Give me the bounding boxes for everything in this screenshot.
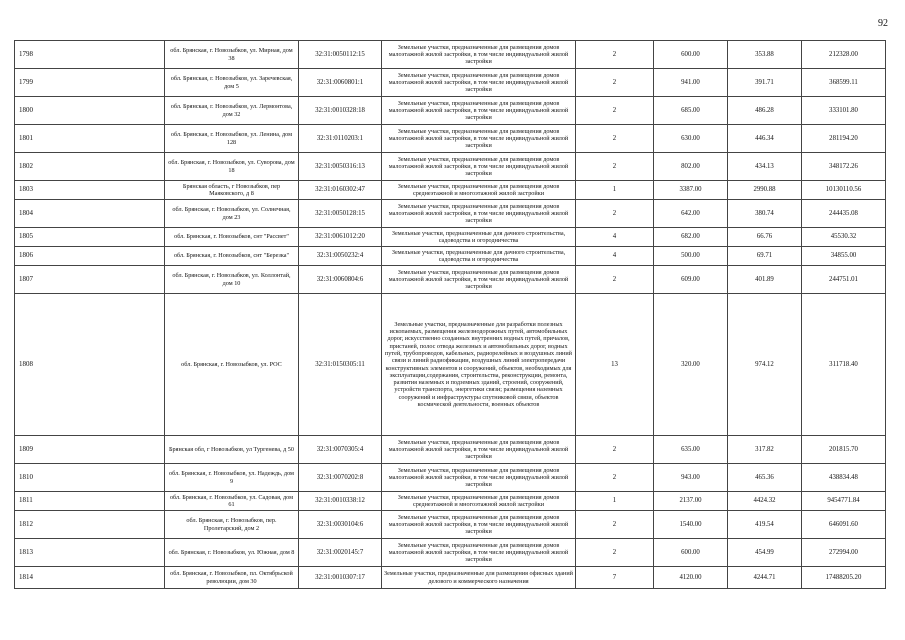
cadastral-number-cell: 32:31:0050112:15 <box>299 41 382 69</box>
category-cell: 4 <box>576 228 654 247</box>
cadastral-number-cell: 32:31:0061012:20 <box>299 228 382 247</box>
table-row <box>15 436 886 464</box>
cadastral-value-cell: 9454771.84 <box>802 492 886 511</box>
category-cell: 2 <box>576 97 654 125</box>
table-row <box>15 464 886 492</box>
table-row <box>15 511 886 539</box>
table-row <box>15 266 886 294</box>
area-cell: 4120.00 <box>654 567 728 589</box>
table-row <box>15 125 886 153</box>
cadastral-value-cell: 368599.11 <box>802 69 886 97</box>
rate-cell: 486.28 <box>728 97 802 125</box>
land-use-cell: Земельные участки, предназначенные для разработки полезных ископаемых, размещения железнодорожных путей, автомобильных дорог, искусственно созданных внутренних водных путей, причалов, пристаней, полос отвода железных и автомобильных дорог, водных путей, трубопроводов, кабельных, радиорелейных и воздушных линий связи и линий радиофикации, воздушных линий электропередачи конструктивных элементов и сооружений, объектов, необходимых для эксплуатации,содержания, строительства, реконструкции, ремонта, развития наземных и подземных зданий, строений, сооружений, устройств транспорта, энергетики связи; размещения наземных сооружений и инфраструктуры спутниковой связи, объектов космической деятельности, военных объектов <box>382 294 576 436</box>
land-use-cell: Земельные участки, предназначенные для размещения домов малоэтажной жилой застройки, в том числе индивидуальной жилой застройки <box>382 153 576 181</box>
land-use-cell: Земельные участки, предназначенные для размещения домов малоэтажной жилой застройки, в том числе индивидуальной жилой застройки <box>382 539 576 567</box>
area-cell: 2137.00 <box>654 492 728 511</box>
land-use-cell: Земельные участки, предназначенные для размещения домов малоэтажной жилой застройки, в том числе индивидуальной жилой застройки <box>382 511 576 539</box>
land-use-cell: Земельные участки, предназначенные для размещения домов малоэтажной жилой застройки, в том числе индивидуальной жилой застройки <box>382 464 576 492</box>
row-number: 1804 <box>15 200 165 228</box>
category-cell: 4 <box>576 247 654 266</box>
address-cell: обл. Брянская, г. Новозыбков, ул. Заречевская, дом 5 <box>165 69 299 97</box>
area-cell: 685.00 <box>654 97 728 125</box>
category-cell: 2 <box>576 539 654 567</box>
rate-cell: 454.99 <box>728 539 802 567</box>
address-cell: обл. Брянская, г. Новозыбков, ул. Надеждь, дом 9 <box>165 464 299 492</box>
cadastral-value-cell: 333101.80 <box>802 97 886 125</box>
land-use-cell: Земельные участки, предназначенные для размещения домов малоэтажной жилой застройки, в том числе индивидуальной жилой застройки <box>382 436 576 464</box>
table-row <box>15 567 886 589</box>
rate-cell: 401.89 <box>728 266 802 294</box>
rate-cell: 974.12 <box>728 294 802 436</box>
area-cell: 609.00 <box>654 266 728 294</box>
table-row <box>15 200 886 228</box>
table-row <box>15 153 886 181</box>
category-cell: 1 <box>576 181 654 200</box>
rate-cell: 465.36 <box>728 464 802 492</box>
table-row <box>15 294 886 436</box>
table-row <box>15 228 886 247</box>
cadastral-number-cell: 32:31:0010338:12 <box>299 492 382 511</box>
land-use-cell: Земельные участки, предназначенные для размещения домов малоэтажной жилой застройки, в том числе индивидуальной жилой застройки <box>382 266 576 294</box>
category-cell: 7 <box>576 567 654 589</box>
category-cell: 2 <box>576 69 654 97</box>
rate-cell: 4424.32 <box>728 492 802 511</box>
row-number: 1814 <box>15 567 165 589</box>
category-cell: 2 <box>576 266 654 294</box>
address-cell: Брянская обл, г Новозыбков, ул Тургенева, д 50 <box>165 436 299 464</box>
cadastral-number-cell: 32:31:0030104:6 <box>299 511 382 539</box>
table-row <box>15 247 886 266</box>
address-cell: обл. Брянская, г. Новозыбков, снт "Рассвет" <box>165 228 299 247</box>
table-body <box>15 41 886 589</box>
row-number: 1798 <box>15 41 165 69</box>
cadastral-value-table <box>14 40 886 589</box>
cadastral-number-cell: 32:31:0110203:1 <box>299 125 382 153</box>
row-number: 1806 <box>15 247 165 266</box>
cadastral-value-cell: 17488205.20 <box>802 567 886 589</box>
table-row <box>15 69 886 97</box>
address-cell: обл. Брянская, г. Новозыбков, ул. Ленина, дом 128 <box>165 125 299 153</box>
land-use-cell: Земельные участки, предназначенные для размещения домов малоэтажной жилой застройки, в том числе индивидуальной жилой застройки <box>382 125 576 153</box>
land-use-cell: Земельные участки, предназначенные для дачного строительства, садоводства и огородничества <box>382 228 576 247</box>
row-number: 1812 <box>15 511 165 539</box>
cadastral-value-cell: 10130110.56 <box>802 181 886 200</box>
area-cell: 941.00 <box>654 69 728 97</box>
address-cell: обл. Брянская, г. Новозыбков, ул. РОС <box>165 294 299 436</box>
land-use-cell: Земельные участки, предназначенные для размещения офисных зданий делового и коммерческого назначения <box>382 567 576 589</box>
rate-cell: 419.54 <box>728 511 802 539</box>
rate-cell: 434.13 <box>728 153 802 181</box>
cadastral-value-cell: 212328.00 <box>802 41 886 69</box>
cadastral-number-cell: 32:31:0010328:18 <box>299 97 382 125</box>
address-cell: обл. Брянская, г. Новозыбков, ул. Мирная, дом 38 <box>165 41 299 69</box>
table-row <box>15 41 886 69</box>
cadastral-number-cell: 32:31:0050232:4 <box>299 247 382 266</box>
rate-cell: 353.88 <box>728 41 802 69</box>
area-cell: 3387.00 <box>654 181 728 200</box>
land-use-cell: Земельные участки, предназначенные для размещения домов малоэтажной жилой застройки, в том числе индивидуальной жилой застройки <box>382 69 576 97</box>
cadastral-value-cell: 281194.20 <box>802 125 886 153</box>
category-cell: 2 <box>576 125 654 153</box>
cadastral-number-cell: 32:31:0160302:47 <box>299 181 382 200</box>
cadastral-value-cell: 348172.26 <box>802 153 886 181</box>
address-cell: обл. Брянская, г. Новозыбков, ул. Садовая, дом 61 <box>165 492 299 511</box>
rate-cell: 380.74 <box>728 200 802 228</box>
cadastral-number-cell: 32:31:0050316:13 <box>299 153 382 181</box>
cadastral-value-cell: 438834.48 <box>802 464 886 492</box>
category-cell: 1 <box>576 492 654 511</box>
area-cell: 500.00 <box>654 247 728 266</box>
table-row <box>15 492 886 511</box>
area-cell: 642.00 <box>654 200 728 228</box>
cadastral-value-cell: 201815.70 <box>802 436 886 464</box>
area-cell: 943.00 <box>654 464 728 492</box>
category-cell: 13 <box>576 294 654 436</box>
row-number: 1813 <box>15 539 165 567</box>
address-cell: обл. Брянская, г. Новозыбков, ул. Солнечная, дом 23 <box>165 200 299 228</box>
rate-cell: 66.76 <box>728 228 802 247</box>
row-number: 1801 <box>15 125 165 153</box>
cadastral-number-cell: 32:31:0010307:17 <box>299 567 382 589</box>
land-use-cell: Земельные участки, предназначенные для размещения домов малоэтажной жилой застройки, в том числе индивидуальной жилой застройки <box>382 200 576 228</box>
cadastral-value-cell: 244435.08 <box>802 200 886 228</box>
address-cell: Брянская область, г Новозыбков, пер Маяковского, д 8 <box>165 181 299 200</box>
area-cell: 682.00 <box>654 228 728 247</box>
cadastral-value-cell: 34855.00 <box>802 247 886 266</box>
address-cell: обл. Брянская, г. Новозыбков, снт "Березка" <box>165 247 299 266</box>
category-cell: 2 <box>576 200 654 228</box>
cadastral-number-cell: 32:31:0060801:1 <box>299 69 382 97</box>
rate-cell: 446.34 <box>728 125 802 153</box>
area-cell: 320.00 <box>654 294 728 436</box>
category-cell: 2 <box>576 511 654 539</box>
row-number: 1805 <box>15 228 165 247</box>
row-number: 1803 <box>15 181 165 200</box>
land-use-cell: Земельные участки, предназначенные для размещения домов малоэтажной жилой застройки, в том числе индивидуальной жилой застройки <box>382 41 576 69</box>
rate-cell: 4244.71 <box>728 567 802 589</box>
rate-cell: 69.71 <box>728 247 802 266</box>
row-number: 1802 <box>15 153 165 181</box>
rate-cell: 391.71 <box>728 69 802 97</box>
cadastral-number-cell: 32:31:0070305:4 <box>299 436 382 464</box>
land-use-cell: Земельные участки, предназначенные для размещения домов малоэтажной жилой застройки, в том числе индивидуальной жилой застройки <box>382 97 576 125</box>
table-row <box>15 539 886 567</box>
cadastral-value-cell: 272994.00 <box>802 539 886 567</box>
category-cell: 2 <box>576 153 654 181</box>
area-cell: 635.00 <box>654 436 728 464</box>
rate-cell: 317.82 <box>728 436 802 464</box>
cadastral-value-cell: 646091.60 <box>802 511 886 539</box>
address-cell: обл. Брянская, г. Новозыбков, пер. Пролетарский, дом 2 <box>165 511 299 539</box>
land-use-cell: Земельные участки, предназначенные для размещения домов среднеэтажной и многоэтажной жилой застройки <box>382 492 576 511</box>
page-number: 92 <box>878 18 888 29</box>
category-cell: 2 <box>576 464 654 492</box>
land-use-cell: Земельные участки, предназначенные для дачного строительства, садоводства и огородничества <box>382 247 576 266</box>
row-number: 1810 <box>15 464 165 492</box>
area-cell: 1540.00 <box>654 511 728 539</box>
cadastral-number-cell: 32:31:0060804:6 <box>299 266 382 294</box>
row-number: 1807 <box>15 266 165 294</box>
row-number: 1808 <box>15 294 165 436</box>
category-cell: 2 <box>576 436 654 464</box>
area-cell: 802.00 <box>654 153 728 181</box>
cadastral-number-cell: 32:31:0050128:15 <box>299 200 382 228</box>
row-number: 1811 <box>15 492 165 511</box>
cadastral-number-cell: 32:31:0070202:8 <box>299 464 382 492</box>
row-number: 1799 <box>15 69 165 97</box>
category-cell: 2 <box>576 41 654 69</box>
row-number: 1800 <box>15 97 165 125</box>
area-cell: 600.00 <box>654 41 728 69</box>
address-cell: обл. Брянская, г. Новозыбков, пл. Октябрьской революции, дом 30 <box>165 567 299 589</box>
area-cell: 630.00 <box>654 125 728 153</box>
cadastral-value-cell: 45530.32 <box>802 228 886 247</box>
address-cell: обл. Брянская, г. Новозыбков, ул. Коллонтай, дом 10 <box>165 266 299 294</box>
row-number: 1809 <box>15 436 165 464</box>
cadastral-value-cell: 244751.01 <box>802 266 886 294</box>
land-use-cell: Земельные участки, предназначенные для размещения домов среднеэтажной и многоэтажной жилой застройки <box>382 181 576 200</box>
table-row <box>15 181 886 200</box>
cadastral-value-cell: 311718.40 <box>802 294 886 436</box>
rate-cell: 2990.88 <box>728 181 802 200</box>
cadastral-number-cell: 32:31:0150305:11 <box>299 294 382 436</box>
address-cell: обл. Брянская, г. Новозыбков, ул. Лермонтова, дом 32 <box>165 97 299 125</box>
address-cell: обл. Брянская, г. Новозыбков, ул. Южная, дом 8 <box>165 539 299 567</box>
cadastral-number-cell: 32:31:0020145:7 <box>299 539 382 567</box>
table-row <box>15 97 886 125</box>
area-cell: 600.00 <box>654 539 728 567</box>
address-cell: обл. Брянская, г. Новозыбков, ул. Суворова, дом 18 <box>165 153 299 181</box>
